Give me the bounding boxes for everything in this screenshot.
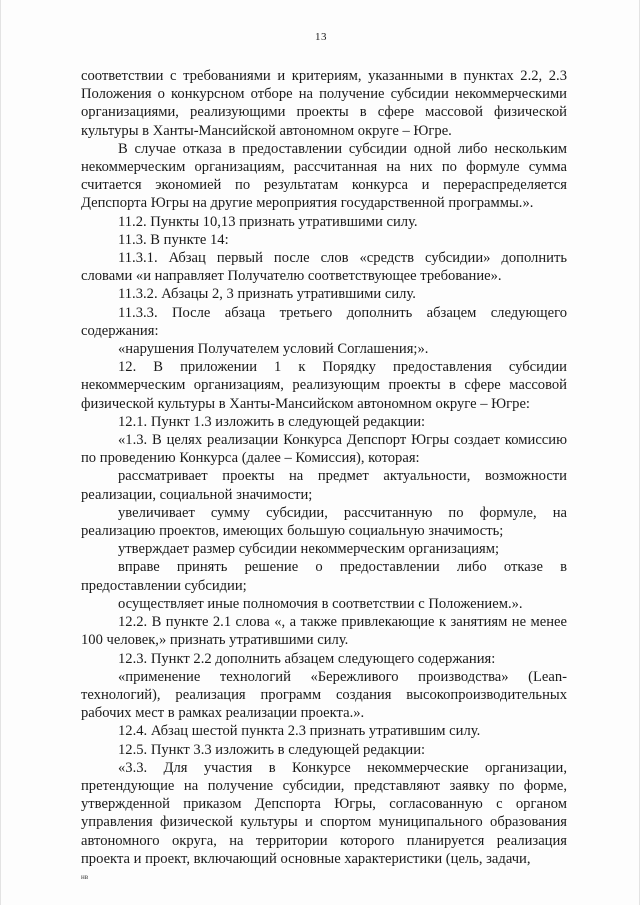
paragraph: увеличивает сумму субсидии, рассчитанную по формуле, на реализацию проектов, имеющих большую социальную значимость; xyxy=(81,504,567,540)
paragraph: 12. В приложении 1 к Порядку предоставления субсидии некоммерческим организациям, реализующим проекты в сфере массовой физической культуры в Ханты-Мансийском автономном округе – Югре: xyxy=(81,359,567,412)
paragraph: «нарушения Получателем условий Соглашения;». xyxy=(118,341,429,358)
paragraph: рассматривает проекты на предмет актуальности, возможности реализации, социальной значимости; xyxy=(81,468,567,503)
paragraph: «3.3. Для участия в Конкурсе некоммерческие организации, претендующие на получение субсидии, представляют заявку по форме, утвержденной приказом Депспорта Югры, согласованную с органом управления физической культуры и спортом муниципального образования автономного округа, на территории которого планируется реализация проекта и проект, включающий основные характеристики (цель, задачи, xyxy=(81,759,567,867)
paragraph: 12.2. В пункте 2.1 слова «, а также привлекающие к занятиям не менее 100 человек,» признать утратившими силу. xyxy=(81,614,567,649)
paragraph: «1.3. В целях реализации Конкурса Депспорт Югры создает комиссию по проведению Конкурса (далее – Комиссия), которая: xyxy=(81,432,567,467)
paragraph: утверждает размер субсидии некоммерческим организациям; xyxy=(118,541,500,558)
paragraph: 12.3. Пункт 2.2 дополнить абзацем следующего содержания: xyxy=(118,650,496,667)
paragraph: В случае отказа в предоставлении субсидии одной либо нескольким некоммерческим организациям, рассчитанная на них по формуле сумма считается экономией по результатам конкурса и перераспределяется Депспорта Югры на другие мероприятия государственной программы.». xyxy=(81,140,567,212)
paragraph: 11.3.3. После абзаца третьего дополнить абзацем следующего содержания: xyxy=(81,304,567,339)
paragraph: соответствии с требованиями и критериям, указанными в пунктах 2.2, 2.3 Положения о конкурсном отборе на получение субсидии некоммерческими организациями, реализующими проекты в сфере массовой физической культуры в Ханты-Мансийской автономном округе – Югре. xyxy=(81,68,567,139)
document-body xyxy=(81,67,567,868)
footer-mark: нв xyxy=(81,873,89,881)
paragraph: 11.3. В пункте 14: xyxy=(118,231,229,248)
paragraph: 11.3.1. Абзац первый после слов «средств субсидии» дополнить словами «и направляет Получателю соответствующее требование». xyxy=(81,250,567,285)
paragraph: «применение технологий «Бережливого производства» (Lean-технологий), реализация программ создания высокопроизводительных рабочих мест в рамках реализации проекта.». xyxy=(81,668,567,722)
paragraph: осуществляет иные полномочия в соответствии с Положением.». xyxy=(118,595,523,612)
paragraph: 11.3.2. Абзацы 2, 3 признать утратившими силу. xyxy=(118,286,416,303)
paragraph: 12.5. Пункт 3.3 изложить в следующей редакции: xyxy=(118,741,426,758)
page-number: 13 xyxy=(315,31,327,43)
paragraph: 12.1. Пункт 1.3 изложить в следующей редакции: xyxy=(118,413,426,430)
paragraph: 11.2. Пункты 10,13 признать утратившими силу. xyxy=(118,213,418,230)
paragraph: вправе принять решение о предоставлении либо отказе в предоставлении субсидии; xyxy=(81,559,567,594)
paragraph: 12.4. Абзац шестой пункта 2.3 признать утратившим силу. xyxy=(118,723,481,740)
